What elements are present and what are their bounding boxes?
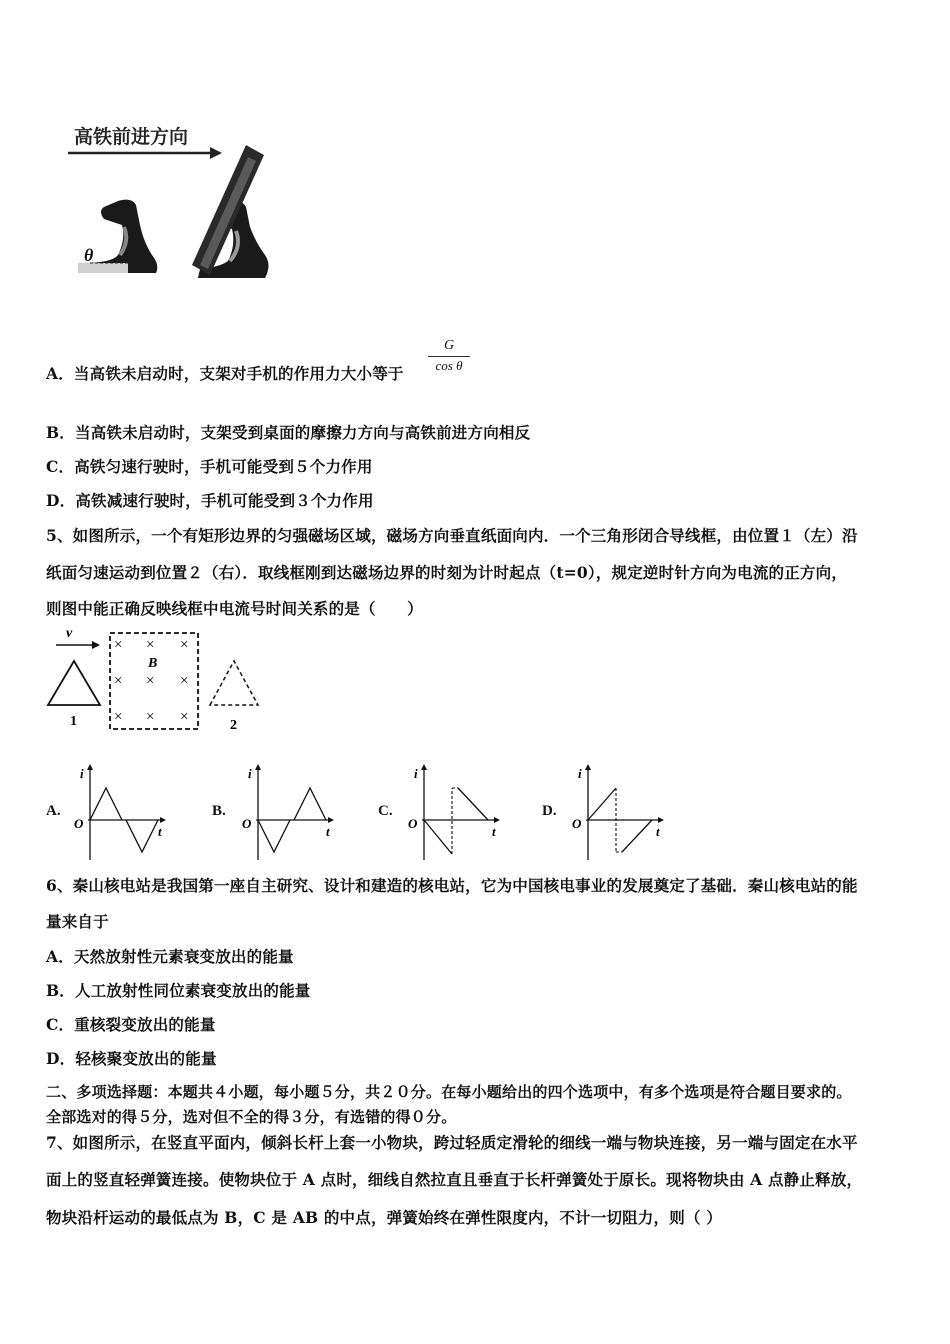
graph-b-curve-positive bbox=[294, 788, 326, 820]
direction-arrow-head bbox=[210, 147, 222, 159]
field-cross: × bbox=[180, 673, 189, 689]
q7-stem-line2: 面上的竖直轻弹簧连接。使物块位于 A 点时，细线自然拉直且垂直于长杆弹簧处于原长。现将物块由 A 点静止释放， bbox=[46, 1170, 863, 1189]
graph-b-plot bbox=[236, 762, 346, 862]
graph-b-label: B. bbox=[212, 803, 226, 819]
graph-a-y-arrow bbox=[87, 764, 93, 770]
graph-b-origin: O bbox=[242, 816, 252, 831]
section2-heading-line2: 全部选对的得５分，选对但不全的得３分，有选错的得０分。 bbox=[46, 1108, 457, 1126]
graph-d-origin: O bbox=[572, 816, 582, 831]
graph-a-curve-negative bbox=[126, 820, 158, 852]
q6-option-a: A．天然放射性元素衰变放出的能量 bbox=[46, 947, 294, 966]
theta-label: θ bbox=[84, 245, 94, 265]
graph-d-y-label: i bbox=[578, 766, 582, 781]
triangle-position-1 bbox=[48, 661, 100, 705]
graph-d-curve-negative bbox=[622, 820, 652, 852]
graph-b bbox=[236, 762, 346, 866]
q6-stem-line1: 6、秦山核电站是我国第一座自主研究、设计和建造的核电站，它为中国核电事业的发展奠定了基础．秦山核电站的能 bbox=[46, 876, 858, 895]
field-cross: × bbox=[146, 709, 155, 725]
field-crosses bbox=[114, 637, 188, 725]
graph-d-plot bbox=[566, 762, 676, 862]
field-cross: × bbox=[146, 637, 155, 653]
field-cross: × bbox=[180, 637, 189, 653]
q5-stem-line1: 5、如图所示，一个有矩形边界的匀强磁场区域，磁场方向垂直纸面向内．一个三角形闭合导线框，由位置１（左）沿 bbox=[46, 526, 858, 545]
graph-d bbox=[566, 762, 676, 866]
graph-d-label: D. bbox=[542, 803, 557, 819]
q5-stem-line3: 则图中能正确反映线框中电流号时间关系的是（ ） bbox=[46, 599, 423, 618]
graph-a-label: A. bbox=[46, 803, 61, 819]
graph-b-y-arrow bbox=[255, 764, 261, 770]
graph-a-x-label: t bbox=[158, 824, 162, 839]
q6-stem-line2: 量来自于 bbox=[46, 912, 109, 931]
field-cross: × bbox=[114, 709, 123, 725]
fraction-g-over-cos-theta bbox=[428, 338, 470, 374]
velocity-label: v bbox=[66, 626, 73, 641]
graph-d-x-arrow bbox=[658, 817, 664, 823]
field-cross: × bbox=[114, 637, 123, 653]
graph-c bbox=[402, 762, 512, 866]
graph-b-x-label: t bbox=[326, 824, 330, 839]
graph-d-x-label: t bbox=[656, 824, 660, 839]
phone-holder-figure bbox=[60, 115, 280, 290]
q6-option-d: D．轻核聚变放出的能量 bbox=[46, 1049, 217, 1068]
graph-d-y-arrow bbox=[585, 764, 591, 770]
field-cross: × bbox=[180, 709, 189, 725]
graph-a-origin: O bbox=[74, 816, 84, 831]
field-b-label: B bbox=[148, 656, 158, 671]
direction-label: 高铁前进方向 bbox=[74, 127, 189, 148]
graph-b-y-label: i bbox=[248, 766, 252, 781]
field-cross: × bbox=[114, 673, 123, 689]
q4-option-b: B．当高铁未启动时，支架受到桌面的摩擦力方向与高铁前进方向相反 bbox=[46, 423, 531, 442]
velocity-arrow-head bbox=[92, 641, 100, 649]
q7-stem-line3: 物块沿杆运动的最低点为 B，C 是 AB 的中点，弹簧始终在弹性限度内，不计一切阻力，则（ ） bbox=[46, 1208, 722, 1227]
graph-b-curve-negative bbox=[258, 820, 290, 852]
position-2-label: 2 bbox=[230, 718, 237, 733]
graph-c-origin: O bbox=[408, 816, 418, 831]
q4-option-c: C．高铁匀速行驶时，手机可能受到５个力作用 bbox=[46, 457, 373, 476]
graph-c-plot bbox=[402, 762, 512, 862]
graph-a bbox=[68, 762, 178, 866]
graph-c-curve-positive bbox=[458, 788, 488, 820]
graph-d-curve-positive bbox=[588, 788, 616, 820]
graph-c-label: C. bbox=[378, 803, 393, 819]
graph-c-x-arrow bbox=[494, 817, 500, 823]
graph-c-curve-negative bbox=[424, 820, 452, 854]
graph-c-y-arrow bbox=[421, 764, 427, 770]
phone-holder-drawing bbox=[60, 115, 280, 290]
fraction-denominator: cos θ bbox=[435, 358, 463, 373]
position-1-label: 1 bbox=[70, 714, 77, 729]
graph-a-plot bbox=[68, 762, 178, 862]
section2-heading-line1: 二、多项选择题：本题共４小题，每小题５分，共２０分。在每小题给出的四个选项中，有多个选项是符合题目要求的。 bbox=[46, 1083, 852, 1101]
graph-a-x-arrow bbox=[160, 817, 166, 823]
q5-stem-line2: 纸面匀速运动到位置２（右）．取线框刚到达磁场边界的时刻为计时起点（t=0），规定逆时针方向为电流的正方向， bbox=[46, 563, 848, 582]
field-cross: × bbox=[146, 673, 155, 689]
q4-option-a: A．当高铁未启动时，支架对手机的作用力大小等于 bbox=[46, 364, 404, 383]
triangle-position-2 bbox=[210, 661, 258, 705]
graph-c-x-label: t bbox=[492, 824, 496, 839]
q4-option-d: D．高铁减速行驶时，手机可能受到３个力作用 bbox=[46, 491, 374, 510]
q6-option-c: C．重核裂变放出的能量 bbox=[46, 1015, 216, 1034]
q6-option-b: B．人工放射性同位素衰变放出的能量 bbox=[46, 981, 311, 1000]
fraction-numerator: G bbox=[428, 338, 470, 357]
magnetic-field-figure bbox=[44, 625, 274, 735]
graph-a-curve-positive bbox=[90, 788, 122, 820]
graph-b-x-arrow bbox=[328, 817, 334, 823]
graph-a-y-label: i bbox=[80, 766, 84, 781]
graph-c-y-label: i bbox=[414, 766, 418, 781]
q7-stem-line1: 7、如图所示，在竖直平面内，倾斜长杆上套一小物块，跨过轻质定滑轮的细线一端与物块连接，另一端与固定在水平 bbox=[46, 1133, 858, 1152]
magnetic-field-drawing bbox=[44, 625, 274, 735]
